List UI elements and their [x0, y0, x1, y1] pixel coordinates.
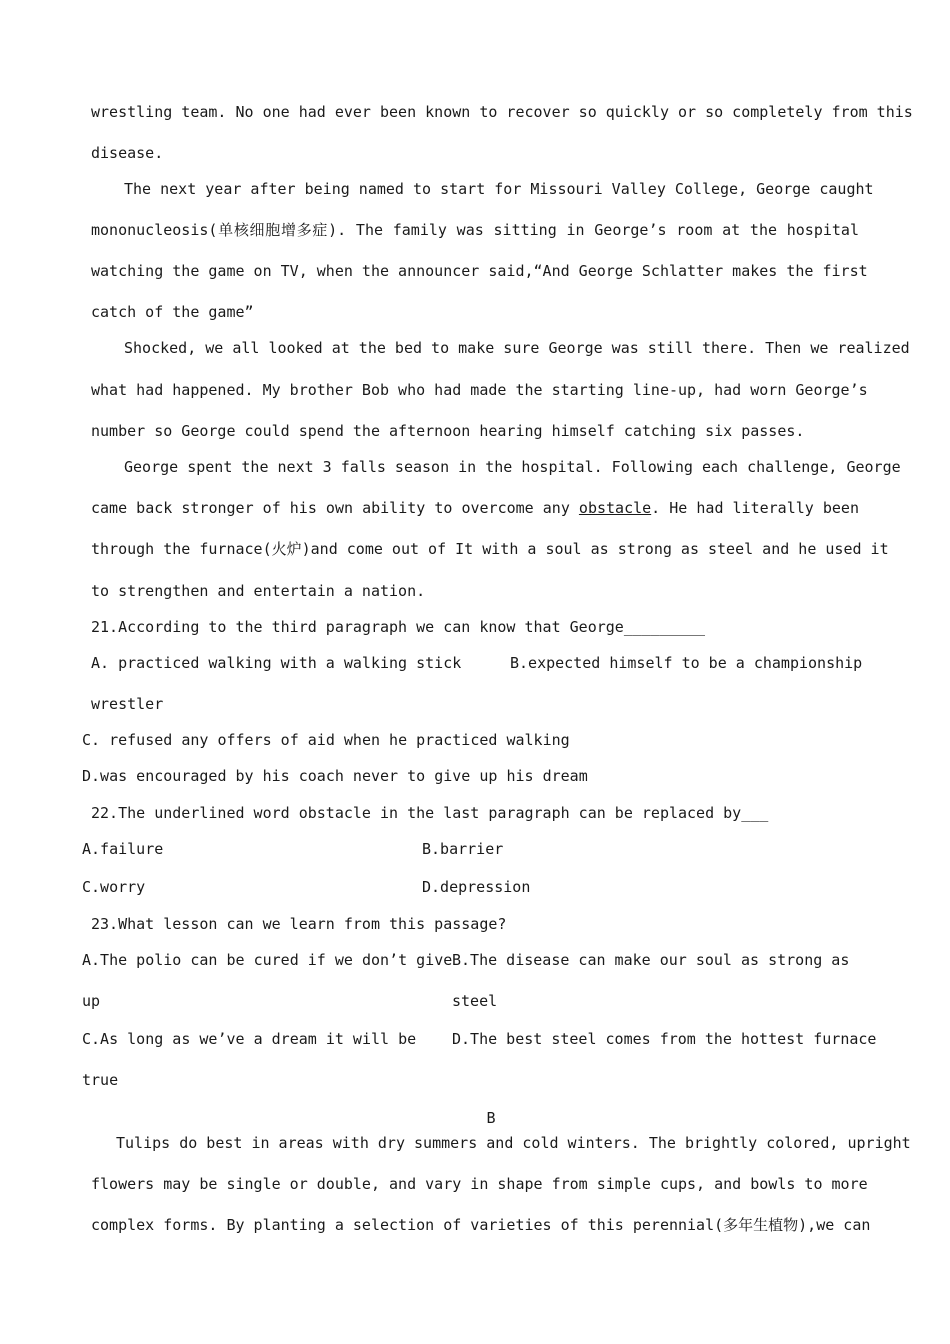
question-22-option-a: A.failure: [82, 840, 164, 858]
question-21-stem: 21.According to the third paragraph we can know that George_________: [91, 618, 706, 636]
question-21-option-b-line-2: wrestler: [91, 695, 164, 713]
passage-a-p4-line-4: to strengthen and entertain a nation.: [91, 582, 426, 600]
passage-a-p4-line-3: through the furnace(火炉)and come out of It with a soul as strong as steel and he used it: [91, 540, 889, 558]
question-23-stem: 23.What lesson can we learn from this passage?: [91, 915, 507, 933]
passage-a-p3-line-1: Shocked, we all looked at the bed to make sure George was still there. Then we realized: [124, 339, 910, 357]
question-23-option-c-line-1: C.As long as we’ve a dream it will be: [82, 1030, 417, 1048]
question-22-option-c: C.worry: [82, 878, 146, 896]
passage-b-line-1: Tulips do best in areas with dry summers and cold winters. The brightly colored, upright: [116, 1134, 911, 1152]
question-23-option-c-line-2: true: [82, 1071, 119, 1089]
passage-b-heading: B: [486, 1109, 496, 1127]
question-23-option-b-line-1: B.The disease can make our soul as strong as: [452, 951, 850, 969]
question-21-option-b-line-1: B.expected himself to be a championship: [510, 654, 863, 672]
question-23-option-d: D.The best steel comes from the hottest furnace: [452, 1030, 877, 1048]
passage-a-p4-line-1: George spent the next 3 falls season in the hospital. Following each challenge, George: [124, 458, 901, 476]
passage-a-p1-line-2: disease.: [91, 144, 164, 162]
passage-a-p1-line-1: wrestling team. No one had ever been known to recover so quickly or so completely from this: [91, 103, 913, 121]
question-23-option-a-line-2: up: [82, 992, 101, 1010]
passage-a-p2-line-2: mononucleosis(单核细胞增多症). The family was sitting in George’s room at the hospital: [91, 221, 859, 239]
passage-a-p4-line-2: [91, 498, 859, 518]
passage-a-p2-line-1: The next year after being named to start for Missouri Valley College, George caught: [124, 180, 874, 198]
question-21-option-a: A. practiced walking with a walking stick: [91, 654, 462, 672]
passage-a-p2-line-3: watching the game on TV, when the announcer said,“And George Schlatter makes the first: [91, 262, 868, 280]
passage-b-line-2: flowers may be single or double, and vary in shape from simple cups, and bowls to more: [91, 1175, 868, 1193]
question-23-option-b-line-2: steel: [452, 992, 498, 1010]
question-22-stem: 22.The underlined word obstacle in the last paragraph can be replaced by___: [91, 804, 769, 822]
underlined-word-obstacle: obstacle: [578, 499, 652, 517]
question-21-option-d: D.was encouraged by his coach never to give up his dream: [82, 767, 588, 785]
question-23-option-a-line-1: A.The polio can be cured if we don’t give: [82, 951, 453, 969]
passage-a-p3-line-2: what had happened. My brother Bob who had made the starting line-up, had worn George’s: [91, 381, 868, 399]
passage-a-p4-line-2-before: came back stronger of his own ability to overcome any: [91, 499, 579, 517]
question-22-option-b: B.barrier: [422, 840, 504, 858]
passage-a-p3-line-3: number so George could spend the afternoon hearing himself catching six passes.: [91, 422, 805, 440]
passage-b-line-3: complex forms. By planting a selection of varieties of this perennial(多年生植物),we can: [91, 1216, 871, 1234]
passage-a-p2-line-4: catch of the game”: [91, 303, 254, 321]
passage-a-p4-line-2-after: . He had literally been: [651, 499, 859, 517]
question-22-option-d: D.depression: [422, 878, 531, 896]
question-21-option-c: C. refused any offers of aid when he practiced walking: [82, 731, 570, 749]
